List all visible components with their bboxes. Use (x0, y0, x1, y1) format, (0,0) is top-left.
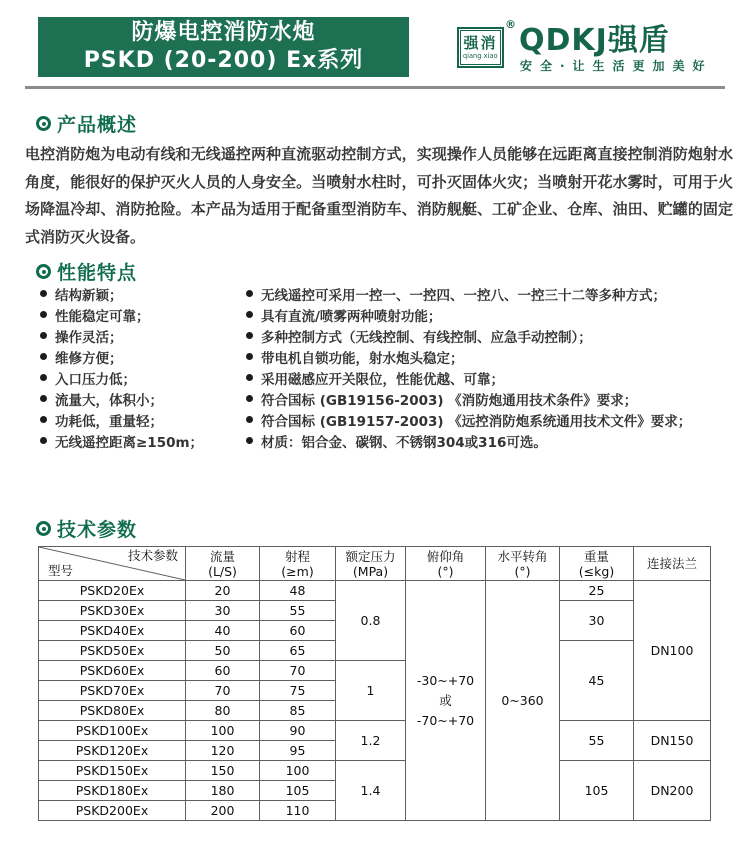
feature-item (40, 325, 203, 346)
table-row (39, 761, 711, 781)
spec-table (38, 546, 711, 821)
brand-seal-text: 强消 (463, 33, 498, 52)
cell-flow: 70 (186, 681, 260, 701)
cell-flow: 200 (186, 801, 260, 821)
bullet-dot-icon (40, 290, 47, 297)
spec-table-corner-cell (39, 547, 186, 581)
bullet-dot-icon (40, 311, 47, 318)
cell-flow: 50 (186, 641, 260, 661)
cell-range: 110 (260, 801, 336, 821)
feature-text: 符合国标 (GB19157-2003) 《远控消防炮系统通用技术文件》要求； (261, 413, 692, 430)
cell-range: 70 (260, 661, 336, 681)
cell-model: PSKD150Ex (39, 761, 186, 781)
bullet-dot-icon (246, 332, 253, 339)
cell-rotation: 0~360 (486, 581, 560, 821)
bullet-dot-icon (246, 416, 253, 423)
col-header-range: 射程 (≥m) (260, 547, 336, 581)
cell-flange: DN150 (634, 721, 711, 761)
bullet-dot-icon (40, 395, 47, 402)
feature-item (246, 304, 691, 325)
feature-text: 无线遥控距离≥150m； (55, 434, 204, 451)
cell-model: PSKD180Ex (39, 781, 186, 801)
feature-item (40, 283, 203, 304)
feature-item (246, 325, 691, 346)
feature-item (40, 430, 203, 451)
table-row (39, 721, 711, 741)
col-header-flow: 流量 (L/S) (186, 547, 260, 581)
product-title-line2: PSKD (20-200) Ex系列 (83, 48, 364, 73)
col-header-flange: 连接法兰 (634, 547, 711, 581)
bullet-dot-icon (40, 437, 47, 444)
cell-flow: 60 (186, 661, 260, 681)
bullet-dot-icon (246, 311, 253, 318)
feature-text: 带电机自锁功能，射水炮头稳定； (261, 350, 464, 367)
bullseye-core (42, 270, 46, 274)
brand-seal-logo (457, 27, 504, 68)
cell-weight: 55 (560, 721, 634, 761)
cell-range: 60 (260, 621, 336, 641)
section-heading-overview-label: 产品概述 (57, 114, 138, 136)
cell-range: 65 (260, 641, 336, 661)
cell-pressure: 1.4 (336, 761, 406, 821)
feature-item (246, 430, 691, 451)
bullet-dot-icon (246, 395, 253, 402)
cell-weight: 25 (560, 581, 634, 601)
cell-flange: DN200 (634, 761, 711, 821)
col-header-pressure: 额定压力 (MPa) (336, 547, 406, 581)
bullseye-icon (36, 521, 51, 536)
feature-item (40, 367, 203, 388)
cell-flow: 150 (186, 761, 260, 781)
feature-text: 多种控制方式（无线控制、有线控制、应急手动控制）； (261, 329, 592, 346)
feature-text: 无线遥控可采用一控一、一控四、一控八、一控三十二等多种方式； (261, 287, 666, 304)
feature-text: 功耗低，重量轻； (55, 413, 163, 430)
features-list-right (246, 283, 691, 451)
feature-text: 材质：铝合金、碳钢、不锈钢304或316可选。 (261, 434, 547, 451)
cell-flow: 40 (186, 621, 260, 641)
product-title-line1: 防爆电控消防水炮 (131, 20, 316, 45)
section-heading-parameters-label: 技术参数 (57, 519, 138, 541)
cell-range: 105 (260, 781, 336, 801)
cell-range: 55 (260, 601, 336, 621)
bullet-dot-icon (246, 353, 253, 360)
cell-weight: 105 (560, 761, 634, 821)
corner-label-parameters: 技术参数 (127, 548, 178, 563)
cell-flow: 100 (186, 721, 260, 741)
cell-model: PSKD20Ex (39, 581, 186, 601)
cell-model: PSKD40Ex (39, 621, 186, 641)
cell-range: 100 (260, 761, 336, 781)
cell-model: PSKD200Ex (39, 801, 186, 821)
bullet-dot-icon (246, 437, 253, 444)
cell-model: PSKD60Ex (39, 661, 186, 681)
cell-range: 95 (260, 741, 336, 761)
feature-text: 结构新颖； (55, 287, 123, 304)
cell-pressure: 1.2 (336, 721, 406, 761)
section-heading-features (36, 258, 137, 285)
cell-flow: 120 (186, 741, 260, 761)
bullet-dot-icon (40, 332, 47, 339)
cell-model: PSKD30Ex (39, 601, 186, 621)
bullet-dot-icon (40, 353, 47, 360)
cell-model: PSKD80Ex (39, 701, 186, 721)
bullseye-icon (36, 264, 51, 279)
brand-seal-inner (460, 30, 501, 65)
cell-model: PSKD50Ex (39, 641, 186, 661)
cell-flange: DN100 (634, 581, 711, 721)
cell-range: 75 (260, 681, 336, 701)
feature-item (40, 346, 203, 367)
bullseye-core (42, 527, 46, 531)
cell-model: PSKD70Ex (39, 681, 186, 701)
cell-flow: 20 (186, 581, 260, 601)
cell-pressure: 1 (336, 661, 406, 721)
brand-wordmark: QDKJ强盾 (519, 23, 670, 58)
cell-flow: 80 (186, 701, 260, 721)
registered-trademark-icon: ® (505, 18, 516, 31)
feature-text: 流量大，体积小； (55, 392, 163, 409)
cell-range: 85 (260, 701, 336, 721)
feature-item (246, 388, 691, 409)
brand-seal-pinyin: qiang xiao (463, 51, 498, 60)
bullet-dot-icon (40, 416, 47, 423)
bullet-dot-icon (246, 374, 253, 381)
feature-item (246, 283, 691, 304)
feature-text: 维修方便； (55, 350, 123, 367)
spec-table-header-row (39, 547, 711, 581)
feature-item (40, 388, 203, 409)
features-list-left (40, 283, 203, 451)
cell-flow: 180 (186, 781, 260, 801)
brand-slogan: 安全·让生活更加美好 (520, 59, 713, 73)
header-divider (25, 86, 725, 89)
cell-model: PSKD100Ex (39, 721, 186, 741)
feature-text: 入口压力低； (55, 371, 136, 388)
section-heading-features-label: 性能特点 (57, 262, 138, 284)
col-header-rotation: 水平转角 (°) (486, 547, 560, 581)
feature-item (246, 346, 691, 367)
cell-range: 48 (260, 581, 336, 601)
overview-paragraph: 电控消防炮为电动有线和无线遥控两种直流驱动控制方式，实现操作人员能够在远距离直接控制消防炮射水角度，能很好的保护灭火人员的人身安全。当喷射水柱时，可扑灭固体火灾；当喷射开花水雾时，可用于火场降温冷却、消防抢险。本产品为适用于配备重型消防车、消防舰艇、工矿企业、仓库、油田、贮罐的固定式消防灭火设备。 (25, 145, 733, 246)
cell-weight: 30 (560, 601, 634, 641)
col-header-tilt: 俯仰角 (°) (406, 547, 486, 581)
feature-item (246, 367, 691, 388)
feature-item (40, 409, 203, 430)
cell-model: PSKD120Ex (39, 741, 186, 761)
cell-range: 90 (260, 721, 336, 741)
feature-text: 符合国标 (GB19156-2003) 《消防炮通用技术条件》要求； (261, 392, 638, 409)
bullseye-core (42, 122, 46, 126)
cell-weight: 45 (560, 641, 634, 721)
section-heading-parameters (36, 515, 137, 542)
feature-item (246, 409, 691, 430)
cell-pressure: 0.8 (336, 581, 406, 661)
product-title-banner (38, 17, 409, 77)
corner-label-model: 型号 (48, 563, 74, 578)
feature-text: 性能稳定可靠； (55, 308, 150, 325)
cell-tilt: -30~+70 或 -70~+70 (406, 581, 486, 821)
col-header-weight: 重量 (≤kg) (560, 547, 634, 581)
feature-text: 具有直流/喷雾两种喷射功能； (261, 308, 442, 325)
feature-text: 采用磁感应开关限位，性能优越、可靠； (261, 371, 504, 388)
section-heading-overview (36, 110, 137, 137)
cell-flow: 30 (186, 601, 260, 621)
bullet-dot-icon (246, 290, 253, 297)
bullet-dot-icon (40, 374, 47, 381)
feature-item (40, 304, 203, 325)
bullseye-icon (36, 116, 51, 131)
feature-text: 操作灵活； (55, 329, 123, 346)
table-row (39, 581, 711, 601)
